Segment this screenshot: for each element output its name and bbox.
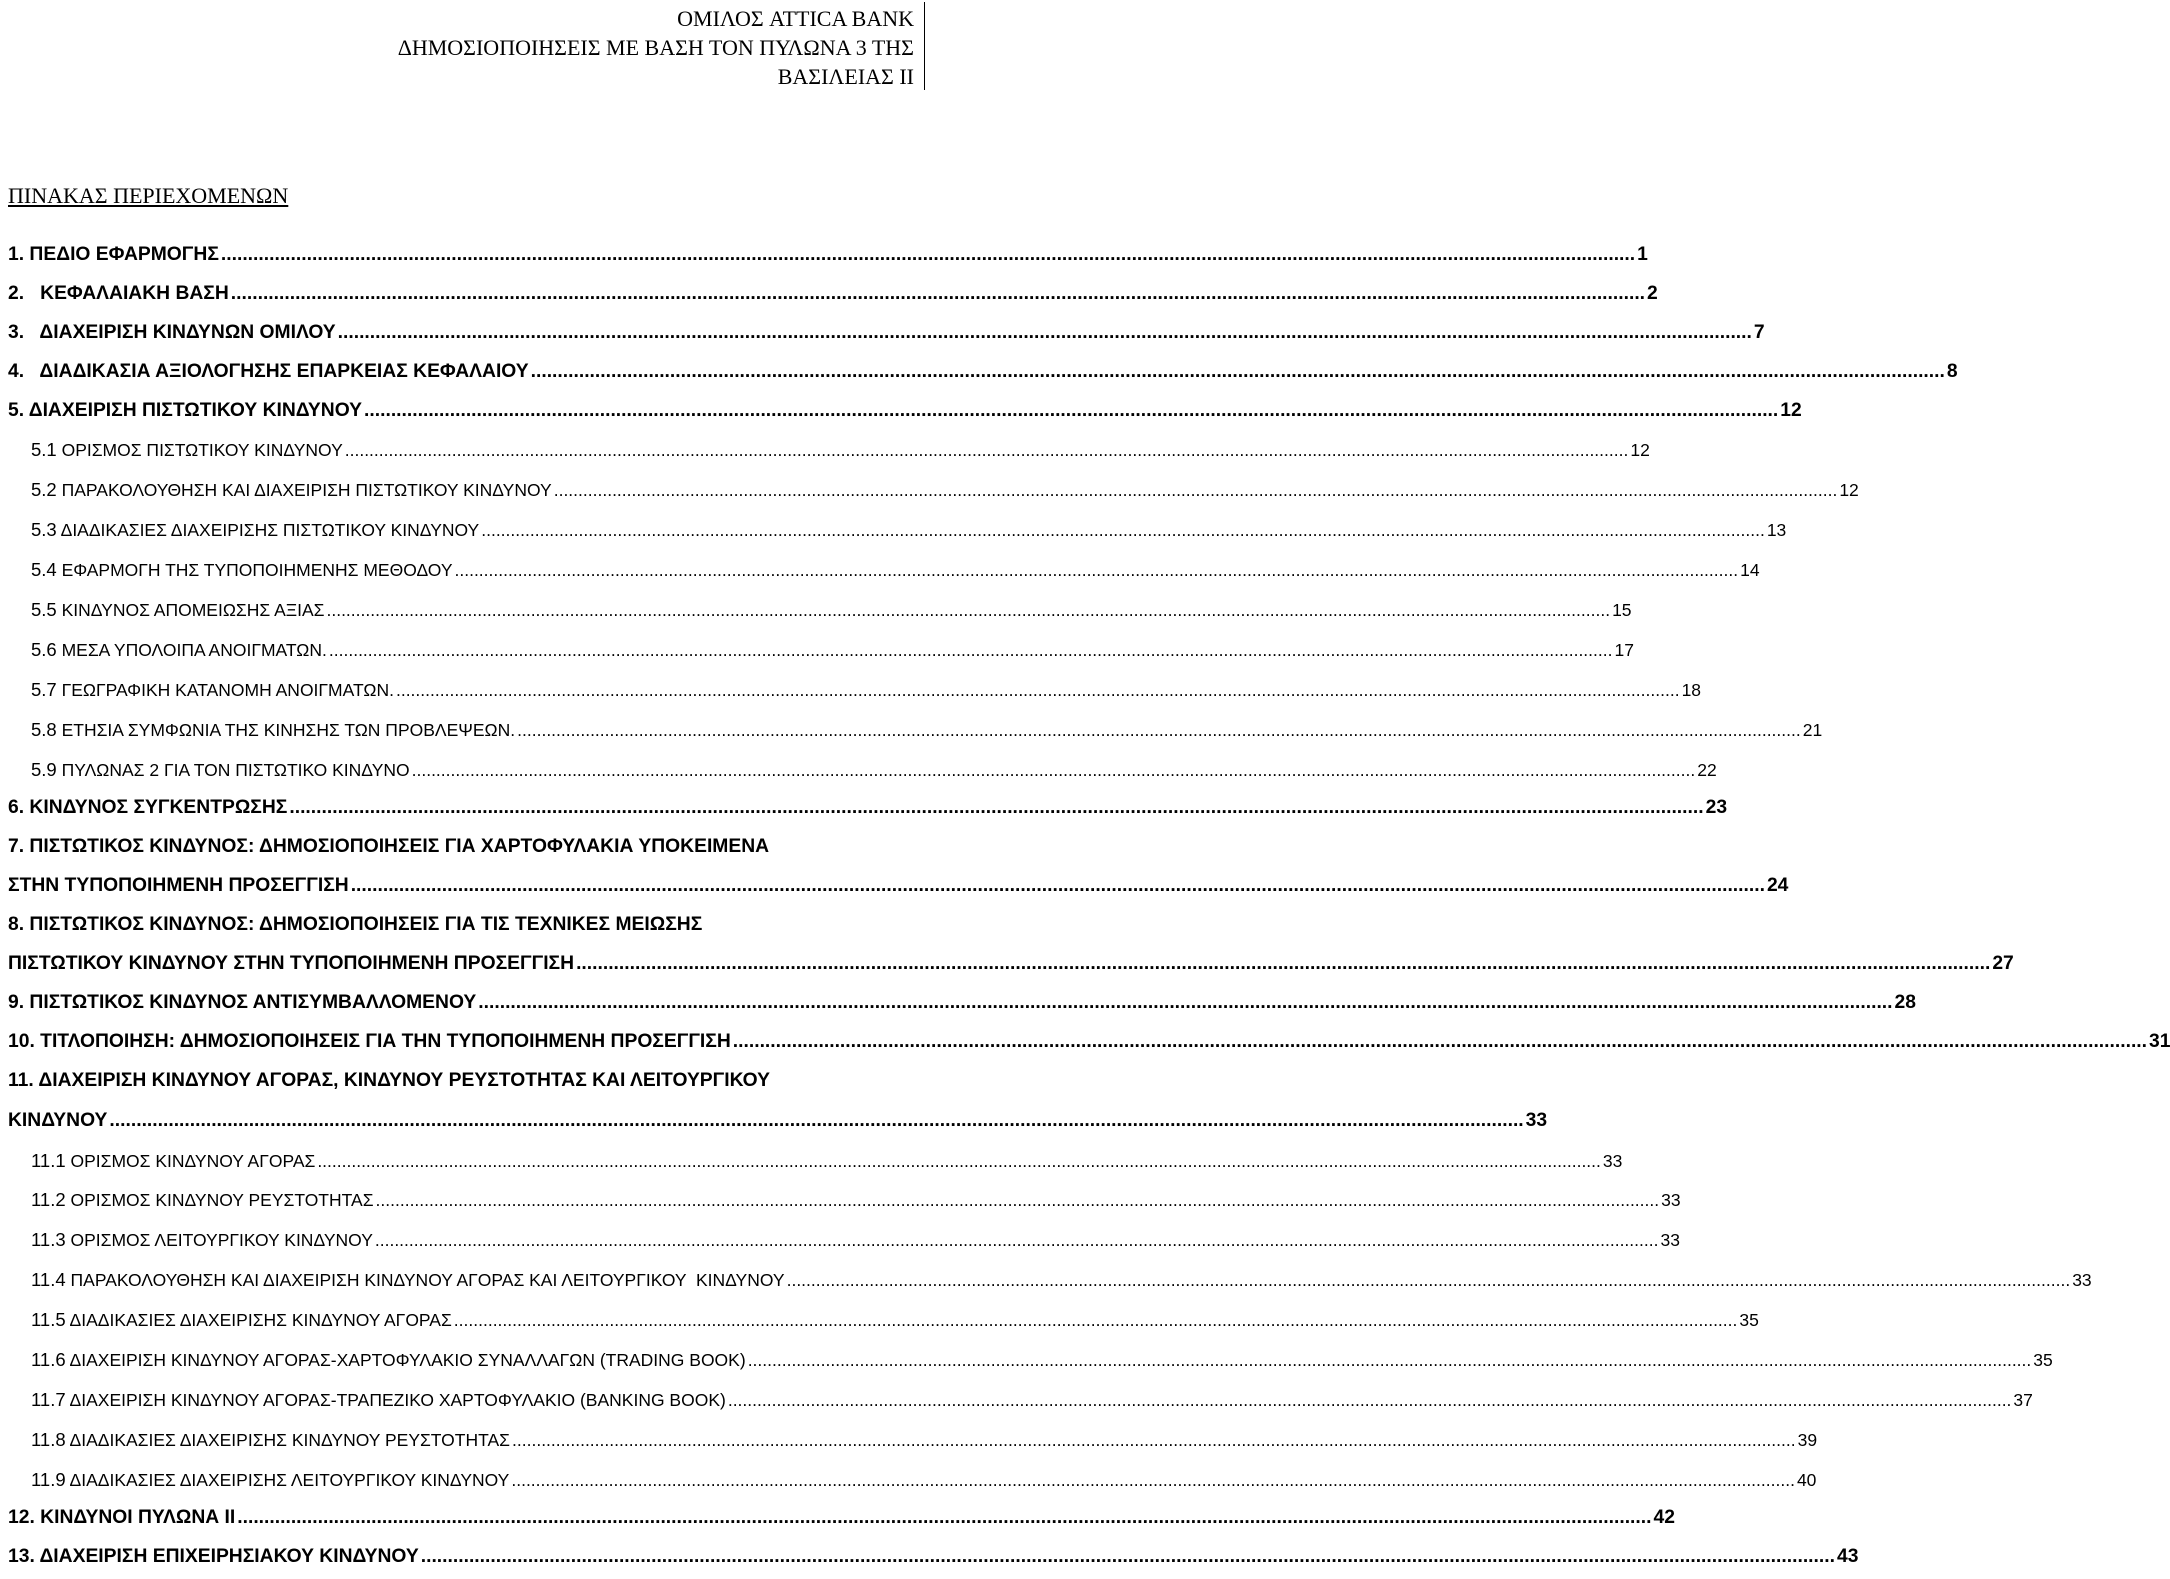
toc-entry-number: 5.5 — [31, 599, 57, 620]
toc-entry-number: 5.2 — [31, 479, 57, 500]
toc-entry-page: 35 — [1739, 1310, 1759, 1330]
toc-entry-page: 15 — [1612, 600, 1632, 620]
toc-entry-title: ΠΙΣΤΩΤΙΚΟΥ ΚΙΝΔΥΝΟΥ ΣΤΗΝ ΤΥΠΟΠΟΙΗΜΕΝΗ ΠΡΟΣΕΓΓΙΣΗ — [8, 953, 575, 974]
toc-entry-number: 5.6 — [31, 639, 57, 660]
toc-entry-title: 12. ΚΙΝΔΥΝΟΙ ΠΥΛΩΝΑ ΙΙ — [8, 1507, 236, 1528]
dot-leader — [229, 282, 1647, 306]
toc-entry-page: 23 — [1705, 797, 1728, 818]
toc-entry-title: ΚΙΝΔΥΝΟΥ — [8, 1110, 108, 1131]
toc-entry-title: ΔΙΑΧΕΙΡΙΣΗ ΚΙΝΔΥΝΟΥ ΑΓΟΡΑΣ-ΧΑΡΤΟΦΥΛΑΚΙΟ ΣΥΝΑΛΛΑΓΩΝ (TRADING BOOK) — [69, 1350, 746, 1370]
dot-leader — [374, 1188, 1662, 1212]
toc-entry-title: ΠΥΛΩΝΑΣ 2 ΓΙΑ ΤΟΝ ΠΙΣΤΩΤΙΚΟ ΚΙΝΔΥΝΟ — [61, 760, 410, 780]
dot-leader — [785, 1268, 2073, 1292]
dot-leader — [476, 991, 1894, 1015]
dot-leader — [515, 718, 1803, 742]
toc-entry-number: 11.2 — [31, 1189, 66, 1210]
toc-entry-title: 9. ΠΙΣΤΩΤΙΚΟΣ ΚΙΝΔΥΝΟΣ ΑΝΤΙΣΥΜΒΑΛΛΟΜΕΝΟΥ — [8, 992, 477, 1013]
toc-entry-title: ΕΦΑΡΜΟΓΗ ΤΗΣ ΤΥΠΟΠΟΙΗΜΕΝΗΣ ΜΕΘΟΔΟΥ — [61, 560, 453, 580]
toc-entry-page: 24 — [1766, 875, 1789, 896]
dot-leader — [726, 1388, 2014, 1412]
toc-entry-title: ΔΙΑΔΙΚΑΣΙΕΣ ΔΙΑΧΕΙΡΙΣΗΣ ΚΙΝΔΥΝΟΥ ΑΓΟΡΑΣ — [69, 1310, 452, 1330]
toc-entry-title: ΚΙΝΔΥΝΟΣ ΑΠΟΜΕΙΩΣΗΣ ΑΞΙΑΣ — [61, 600, 325, 620]
toc-entry-title: ΟΡΙΣΜΟΣ ΠΙΣΤΩΤΙΚΟΥ ΚΙΝΔΥΝΟΥ — [61, 440, 343, 460]
toc-entry-number: 11.5 — [31, 1309, 66, 1330]
dot-leader — [362, 399, 1780, 423]
toc-entry-title: 4. ΔΙΑΔΙΚΑΣΙΑ ΑΞΙΟΛΟΓΗΣΗΣ ΕΠΑΡΚΕΙΑΣ ΚΕΦΑΛΑΙΟΥ — [8, 361, 529, 382]
toc-entry[interactable] — [8, 321, 1765, 345]
toc-entry-page: 33 — [1525, 1110, 1548, 1131]
header-rule — [924, 2, 925, 90]
toc-entry[interactable] — [8, 360, 1958, 384]
toc-entry-title: 2. ΚΕΦΑΛΑΙΑΚΗ ΒΑΣΗ — [8, 283, 229, 304]
toc-entry[interactable] — [8, 282, 1658, 306]
toc-entry[interactable] — [31, 1388, 2033, 1412]
toc-entry-page: 31 — [2149, 1031, 2170, 1052]
toc-entry-page: 8 — [1946, 361, 1958, 382]
toc-entry-page: 13 — [1766, 520, 1787, 540]
toc-entry-page: 12 — [1780, 400, 1802, 421]
toc-entry[interactable] — [8, 399, 1802, 423]
dot-leader — [574, 952, 1992, 976]
toc-entry[interactable] — [8, 243, 1648, 267]
toc-entry[interactable] — [8, 1506, 1675, 1530]
toc-entry[interactable] — [31, 638, 1634, 662]
toc-entry[interactable] — [31, 598, 1632, 622]
toc-entry-line[interactable]: 7. ΠΙΣΤΩΤΙΚΟΣ ΚΙΝΔΥΝΟΣ: ΔΗΜΟΣΙΟΠΟΙΗΣΕΙΣ ΓΙΑ ΧΑΡΤΟΦΥΛΑΚΙΑ ΥΠΟΚΕΙΜΕΝΑ — [8, 836, 770, 857]
dot-leader — [324, 598, 1612, 622]
toc-entry-title: ΣΤΗΝ ΤΥΠΟΠΟΙΗΜΕΝΗ ΠΡΟΣΕΓΓΙΣΗ — [8, 875, 349, 896]
toc-entry[interactable] — [31, 1468, 1817, 1492]
toc-entry-title: ΠΑΡΑΚΟΛΟΥΘΗΣΗ ΚΑΙ ΔΙΑΧΕΙΡΙΣΗ ΚΙΝΔΥΝΟΥ ΑΓΟΡΑΣ ΚΑΙ ΛΕΙΤΟΥΡΓΙΚΟΥ ΚΙΝΔΥΝΟΥ — [70, 1270, 785, 1290]
dot-leader — [746, 1348, 2034, 1372]
toc-entry[interactable] — [31, 438, 1650, 462]
toc-entry-title: ΟΡΙΣΜΟΣ ΛΕΙΤΟΥΡΓΙΚΟΥ ΚΙΝΔΥΝΟΥ — [70, 1230, 373, 1250]
toc-entry-page: 12 — [1839, 480, 1859, 500]
dot-leader — [107, 1109, 1525, 1133]
dot-leader — [510, 1428, 1798, 1452]
dot-leader — [327, 638, 1615, 662]
toc-entry[interactable] — [31, 558, 1760, 582]
dot-leader — [529, 360, 1947, 384]
toc-entry-page: 2 — [1647, 283, 1658, 304]
header-line-2: ΔΗΜΟΣΙΟΠΟΙΗΣΕΙΣ ΜΕ ΒΑΣΗ ΤΟΝ ΠΥΛΩΝΑ 3 ΤΗΣ — [397, 35, 914, 60]
toc-entry-page: 1 — [1637, 244, 1648, 265]
toc-entry-title: 3. ΔΙΑΧΕΙΡΙΣΗ ΚΙΝΔΥΝΩΝ ΟΜΙΛΟΥ — [8, 322, 336, 343]
toc-entry-page: 40 — [1796, 1470, 1817, 1490]
toc-entry[interactable] — [31, 1268, 2092, 1292]
toc-entry-page: 37 — [2013, 1390, 2033, 1410]
toc-entry-title: ΠΑΡΑΚΟΛΟΥΘΗΣΗ ΚΑΙ ΔΙΑΧΕΙΡΙΣΗ ΠΙΣΤΩΤΙΚΟΥ ΚΙΝΔΥΝΟΥ — [61, 480, 552, 500]
toc-entry-title: 5. ΔΙΑΧΕΙΡΙΣΗ ΠΙΣΤΩΤΙΚΟΥ ΚΙΝΔΥΝΟΥ — [8, 400, 363, 421]
toc-entry[interactable] — [31, 1149, 1623, 1173]
toc-entry-title: 10. ΤΙΤΛΟΠΟΙΗΣΗ: ΔΗΜΟΣΙΟΠΟΙΗΣΕΙΣ ΓΙΑ ΤΗΝ ΤΥΠΟΠΟΙΗΜΕΝΗ ΠΡΟΣΕΓΓΙΣΗ — [8, 1031, 731, 1052]
dot-leader — [509, 1468, 1797, 1492]
toc-entry[interactable] — [31, 1428, 1818, 1452]
toc-entry[interactable] — [8, 1030, 2170, 1054]
toc-entry-title: 1. ΠΕΔΙΟ ΕΦΑΡΜΟΓΗΣ — [8, 244, 219, 265]
toc-entry-page: 33 — [1660, 1230, 1680, 1250]
toc-title: ΠΙΝΑΚΑΣ ΠΕΡΙΕΧΟΜΕΝΩΝ — [8, 183, 289, 208]
dot-leader — [479, 518, 1767, 542]
toc-entry[interactable] — [31, 478, 1859, 502]
toc-entry[interactable] — [31, 518, 1787, 542]
dot-leader — [235, 1506, 1653, 1530]
toc-entry-title: 13. ΔΙΑΧΕΙΡΙΣΗ ΕΠΙΧΕΙΡΗΣΙΑΚΟΥ ΚΙΝΔΥΝΟΥ — [8, 1546, 419, 1567]
toc-entry[interactable] — [31, 1308, 1759, 1332]
toc-entry-page: 7 — [1753, 322, 1765, 343]
toc-entry-page: 14 — [1740, 560, 1760, 580]
dot-leader — [343, 438, 1631, 462]
toc-entry-title: ΕΤΗΣΙΑ ΣΥΜΦΩΝΙΑ ΤΗΣ ΚΙΝΗΣΗΣ ΤΩΝ ΠΡΟΒΛΕΨΕΩΝ. — [61, 720, 516, 740]
running-header — [398, 4, 914, 91]
toc-entry[interactable] — [8, 952, 2014, 976]
toc-entry-number: 11.6 — [31, 1349, 66, 1370]
toc-entry-number: 11.7 — [31, 1389, 66, 1410]
dot-leader — [453, 558, 1741, 582]
toc-entry[interactable] — [31, 718, 1823, 742]
toc-entry-title: ΓΕΩΓΡΑΦΙΚΗ ΚΑΤΑΝΟΜΗ ΑΝΟΙΓΜΑΤΩΝ. — [61, 680, 394, 700]
toc-entry-number: 5.3 — [31, 519, 57, 540]
toc-entry[interactable] — [31, 1228, 1680, 1252]
toc-entry-title: ΔΙΑΧΕΙΡΙΣΗ ΚΙΝΔΥΝΟΥ ΑΓΟΡΑΣ-ΤΡΑΠΕΖΙΚΟ ΧΑΡΤΟΦΥΛΑΚΙΟ (BANKING BOOK) — [69, 1390, 726, 1410]
toc-entry-page: 33 — [1661, 1190, 1681, 1210]
toc-entry-number: 5.1 — [31, 439, 57, 460]
toc-entry-number: 5.4 — [31, 559, 57, 580]
dot-leader — [373, 1228, 1661, 1252]
toc-entry-number: 5.7 — [31, 679, 57, 700]
toc-entry-title: ΟΡΙΣΜΟΣ ΚΙΝΔΥΝΟΥ ΡΕΥΣΤΟΤΗΤΑΣ — [70, 1190, 374, 1210]
dot-leader — [219, 243, 1637, 267]
toc-entry-page: 33 — [2072, 1270, 2092, 1290]
toc-entry[interactable] — [31, 758, 1717, 782]
header-line-3: ΒΑΣΙΛΕΙΑΣ ΙΙ — [777, 64, 914, 89]
toc-entry-title: 6. ΚΙΝΔΥΝΟΣ ΣΥΓΚΕΝΤΡΩΣΗΣ — [8, 797, 288, 818]
toc-entry-page: 21 — [1802, 720, 1823, 740]
dot-leader — [349, 874, 1767, 898]
toc-entry-page: 43 — [1836, 1546, 1859, 1567]
toc-entry-page: 22 — [1697, 760, 1717, 780]
toc-entry-title: ΟΡΙΣΜΟΣ ΚΙΝΔΥΝΟΥ ΑΓΟΡΑΣ — [70, 1151, 316, 1171]
toc-entry-title: ΔΙΑΔΙΚΑΣΙΕΣ ΔΙΑΧΕΙΡΙΣΗΣ ΛΕΙΤΟΥΡΓΙΚΟΥ ΚΙΝΔΥΝΟΥ — [69, 1470, 510, 1490]
toc-entry[interactable] — [8, 796, 1728, 820]
toc-entry-line[interactable]: 8. ΠΙΣΤΩΤΙΚΟΣ ΚΙΝΔΥΝΟΣ: ΔΗΜΟΣΙΟΠΟΙΗΣΕΙΣ ΓΙΑ ΤΙΣ ΤΕΧΝΙΚΕΣ ΜΕΙΩΣΗΣ — [8, 914, 703, 935]
toc-entry-page: 17 — [1614, 640, 1634, 660]
toc-entry-number: 5.9 — [31, 759, 57, 780]
dot-leader — [552, 478, 1840, 502]
toc-entry-page: 18 — [1681, 680, 1702, 700]
dot-leader — [731, 1030, 2149, 1054]
header-line-1: ΟΜΙΛΟΣ ATTICA BANK — [677, 6, 914, 31]
toc-entry-page: 33 — [1602, 1151, 1623, 1171]
dot-leader — [287, 796, 1705, 820]
toc-entry-page: 42 — [1653, 1507, 1675, 1528]
toc-entry-title: ΔΙΑΔΙΚΑΣΙΕΣ ΔΙΑΧΕΙΡΙΣΗΣ ΠΙΣΤΩΤΙΚΟΥ ΚΙΝΔΥΝΟΥ — [60, 520, 480, 540]
toc-entry[interactable] — [8, 1545, 1859, 1569]
dot-leader — [394, 678, 1682, 702]
dot-leader — [336, 321, 1754, 345]
toc-entry[interactable] — [31, 1188, 1681, 1212]
dot-leader — [410, 758, 1698, 782]
toc-entry[interactable] — [31, 678, 1702, 702]
toc-entry-page: 35 — [2033, 1350, 2053, 1370]
toc-entry-number: 11.8 — [31, 1429, 66, 1450]
dot-leader — [315, 1149, 1603, 1173]
toc-entry-line[interactable]: 11. ΔΙΑΧΕΙΡΙΣΗ ΚΙΝΔΥΝΟΥ ΑΓΟΡΑΣ, ΚΙΝΔΥΝΟΥ ΡΕΥΣΤΟΤΗΤΑΣ ΚΑΙ ΛΕΙΤΟΥΡΓΙΚΟΥ — [8, 1070, 770, 1091]
toc-entry-title: ΜΕΣΑ ΥΠΟΛΟΙΠΑ ΑΝΟΙΓΜΑΤΩΝ. — [61, 640, 327, 660]
toc-entry-number: 5.8 — [31, 719, 57, 740]
toc-entry[interactable] — [8, 874, 1789, 898]
toc-entry-page: 12 — [1630, 440, 1650, 460]
dot-leader — [452, 1308, 1740, 1332]
toc-entry-number: 11.9 — [31, 1469, 66, 1490]
toc-entry-page: 28 — [1894, 992, 1916, 1013]
toc-entry-number: 11.4 — [31, 1269, 66, 1290]
toc-entry[interactable] — [8, 991, 1916, 1015]
toc-entry-number: 11.3 — [31, 1229, 66, 1250]
toc-entry[interactable] — [31, 1348, 2053, 1372]
toc-entry-page: 39 — [1797, 1430, 1818, 1450]
toc-entry-title: ΔΙΑΔΙΚΑΣΙΕΣ ΔΙΑΧΕΙΡΙΣΗΣ ΚΙΝΔΥΝΟΥ ΡΕΥΣΤΟΤΗΤΑΣ — [69, 1430, 511, 1450]
toc-entry-number: 11.1 — [31, 1150, 66, 1171]
toc-entry[interactable] — [8, 1109, 1548, 1133]
toc-entry-page: 27 — [1992, 953, 2014, 974]
dot-leader — [419, 1545, 1837, 1569]
